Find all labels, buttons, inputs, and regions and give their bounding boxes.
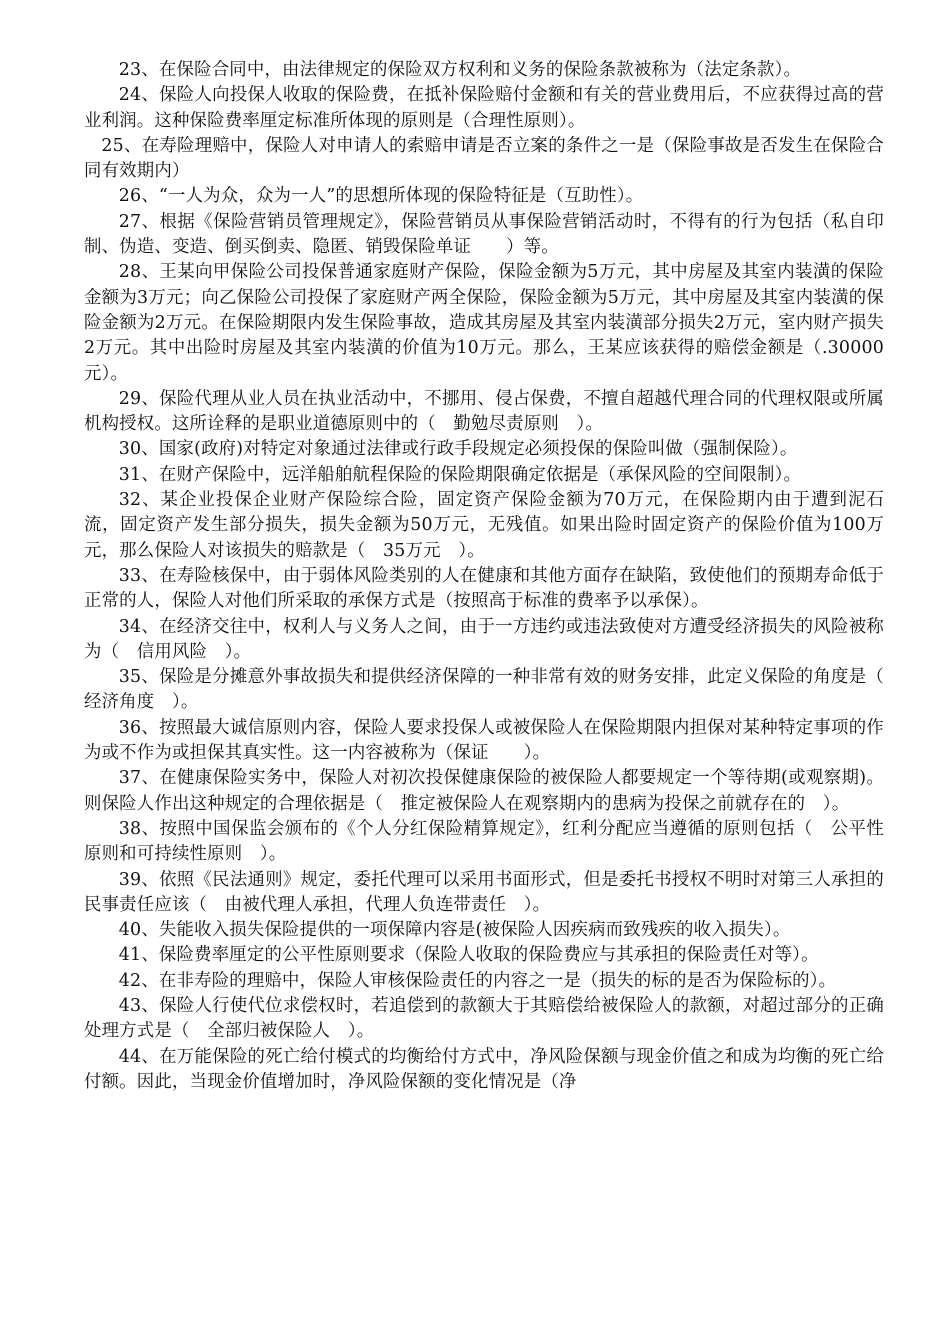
- question-41: 41、保险费率厘定的公平性原则要求（保险人收取的保险费应与其承担的保险责任对等）。: [118, 945, 819, 966]
- question-26: 26、“一人为众，众为一人”的思想所体现的保险特征是（互助性）。: [118, 186, 644, 207]
- question-27: 27、根据《保险营销员管理规定》，保险营销员从事保险营销活动时，不得有的行为包括（私自印制、伪造、变造、倒买倒卖、隐匿、销毁保险单证 ）等。: [84, 211, 884, 258]
- question-37: 37、在健康保险实务中，保险人对初次投保健康保险的被保险人都要规定一个等待期(或观察期)。则保险人作出这种规定的合理依据是（ 推定被保险人在观察期内的患病为投保之前就存在的 ）。: [84, 768, 884, 814]
- question-30: 30、国家(政府)对特定对象通过法律或行政手段规定必须投保的保险叫做（强制保险）。: [118, 439, 798, 460]
- question-36: 36、按照最大诚信原则内容，保险人要求投保人或被保险人在保险期限内担保对某种特定事项的作为或不作为或担保其真实性。这一内容被称为（保证 ）。: [84, 717, 884, 764]
- question-33: 33、在寿险核保中，由于弱体风险类别的人在健康和其他方面存在缺陷，致使他们的预期寿命低于正常的人，保险人对他们所采取的承保方式是（按照高于标准的费率予以承保）。: [84, 565, 884, 612]
- question-38: 38、按照中国保监会颁布的《个人分红保险精算规定》，红利分配应当遵循的原则包括（ 公平性原则和可持续性原则 ）。: [84, 818, 884, 865]
- question-40: 40、失能收入损失保险提供的一项保障内容是(被保险人因疾病而致残疾的收入损失）。: [118, 920, 791, 941]
- question-32: 32、某企业投保企业财产保险综合险，固定资产保险金额为70万元，在保险期内由于遭到泥石流，固定资产发生部分损失，损失金额为50万元，无残值。如果出险时固定资产的保险价值为100万元，那么保险人对该损失的赔款是（ 35万元 ）。: [84, 490, 884, 561]
- question-42: 42、在非寿险的理赔中，保险人审核保险责任的内容之一是（损失的标的是否为保险标的）。: [118, 970, 837, 991]
- question-39: 39、依照《民法通则》规定，委托代理可以采用书面形式，但是委托书授权不明时对第三人承担的民事责任应该（ 由被代理人承担，代理人负连带责任 ）。: [84, 869, 884, 915]
- question-44: 44、在万能保险的死亡给付模式的均衡给付方式中，净风险保额与现金价值之和成为均衡的死亡给付额。因此，当现金价值增加时，净风险保额的变化情况是（净: [84, 1046, 884, 1092]
- question-43: 43、保险人行使代位求偿权时，若追偿到的款额大于其赔偿给被保险人的款额，对超过部分的正确处理方式是（ 全部归被保险人 ）。: [84, 995, 884, 1042]
- document-page: [84, 58, 902, 1095]
- question-23: 23、在保险合同中，由法律规定的保险双方权利和义务的保险条款被称为（法定条款）。: [118, 60, 802, 80]
- question-31: 31、在财产保险中，远洋船舶航程保险的保险期限确定依据是（承保风险的空间限制）。: [118, 464, 802, 485]
- question-25: 25、在寿险理赔中，保险人对申请人的索赔申请是否立案的条件之一是（保险事故是否发生在保险合同有效期内）: [84, 135, 884, 182]
- question-35: 35、保险是分摊意外事故损失和提供经济保障的一种非常有效的财务安排，此定义保险的角度是（ 经济角度 ）。: [84, 667, 902, 713]
- question-28: 28、王某向甲保险公司投保普通家庭财产保险，保险金额为5万元，其中房屋及其室内装潢的保险金额为3万元；向乙保险公司投保了家庭财产两全保险，保险金额为5万元，其中房屋及其室内装潢的保险金额为2万元。在保险期限内发生保险事故，造成其房屋及其室内装潢部分损失2万元，室内财产损失2万元。其中出险时房屋及其室内装潢的价值为10万元。那么，王某应该获得的赔偿金额是（.30000元）。: [84, 262, 884, 384]
- question-34: 34、在经济交往中，权利人与义务人之间，由于一方违约或违法致使对方遭受经济损失的风险被称为（ 信用风险 ）。: [84, 616, 884, 662]
- question-29: 29、保险代理从业人员在执业活动中，不挪用、侵占保费，不擅自超越代理合同的代理权限或所属机构授权。这所诠释的是职业道德原则中的（ 勤勉尽责原则 ）。: [84, 388, 884, 435]
- question-24: 24、保险人向投保人收取的保险费，在抵补保险赔付金额和有关的营业费用后，不应获得过高的营业利润。这种保险费率厘定标准所体现的原则是（合理性原则）。: [84, 85, 884, 131]
